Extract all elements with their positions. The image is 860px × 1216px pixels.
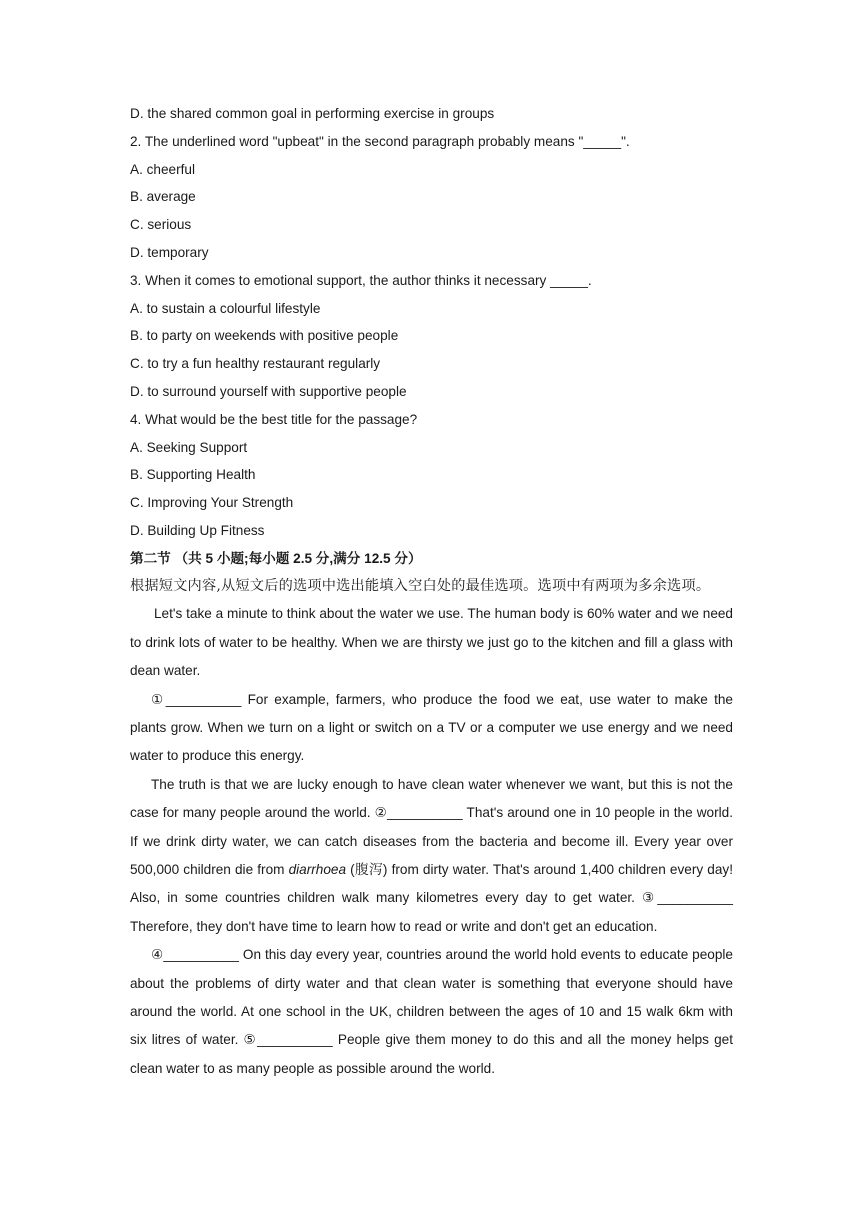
passage-paragraph-1: Let's take a minute to think about the water we use. The human body is 60% water and we need to drink lots of water to be healthy. When we are thirsty we just go to the kitchen and fill a glass with dean water. [130,606,733,679]
q2-option-d: D. temporary [130,244,209,260]
section-heading: 第二节 （共 5 小题;每小题 2.5 分,满分 12.5 分） [130,550,422,566]
question-3: 3. When it comes to emotional support, the author thinks it necessary _____. [130,272,592,288]
blank-4: ④__________ [151,947,239,963]
q3-option-d: D. to surround yourself with supportive people [130,383,407,399]
question-4: 4. What would be the best title for the passage? [130,411,418,427]
q4-option-b: B. Supporting Health [130,467,256,483]
page-content [130,100,733,1083]
blank-1: ①__________ [151,691,242,707]
paragraph-4-text-a: On this day every year, countries around the world hold events to educate people about the problems of dirty water and that clean water is something that everyone should have around the world. At one school in the UK, children between the ages of 10 and 15 walk 6km with six litres of water. [130,947,733,1048]
q3-option-b: B. to party on weekends with positive people [130,328,399,344]
blank-5: ⑤__________ [243,1032,333,1048]
paragraph-3-text-d: Therefore, they don't have time to learn how to read or write and don't get an education. [130,918,658,934]
q4-option-c: C. Improving Your Strength [130,495,294,511]
paragraph-2-text: For example, farmers, who produce the food we eat, use water to make the plants grow. When we turn on a light or switch on a TV or a computer we use energy and we need water to produce this energy. [130,691,733,764]
paragraph-4-text-b: People give them money to do this and all the money helps get clean water to as many people as possible around the world. [130,1032,733,1076]
q3-option-c: C. to try a fun healthy restaurant regularly [130,356,381,372]
section-instruction: 根据短文内容,从短文后的选项中选出能填入空白处的最佳选项。选项中有两项为多余选项。 [130,577,711,594]
q4-option-a: A. Seeking Support [130,439,248,455]
q1-option-d: D. the shared common goal in performing exercise in groups [130,106,495,121]
passage-paragraph-3 [130,771,733,941]
blank-3: ③__________ [641,890,733,906]
q2-option-c: C. serious [130,217,192,233]
paragraph-3-text-b: That's around one in 10 people in the world. If we drink dirty water, we can catch diseases from the bacteria and become ill. Every year over 500,000 children die from [130,805,733,877]
q3-option-a: A. to sustain a colourful lifestyle [130,300,321,316]
q4-option-d: D. Building Up Fitness [130,522,265,538]
blank-2: ②__________ [374,805,463,821]
paragraph-3-text-c: (腹泻) from dirty water. That's around 1,400 children every day! Also, in some countries children walk many kilometres every day to get water. [130,862,733,906]
q2-option-b: B. average [130,189,196,205]
passage-paragraph-4 [130,941,733,1083]
italic-term: diarrhoea [288,862,347,877]
passage-paragraph-2 [130,686,733,771]
question-2: 2. The underlined word "upbeat" in the second paragraph probably means "_____". [130,133,630,149]
q2-option-a: A. cheerful [130,161,195,177]
paragraph-3-text-a: The truth is that we are lucky enough to have clean water whenever we want, but this is not the case for many people around the world. [130,776,733,821]
